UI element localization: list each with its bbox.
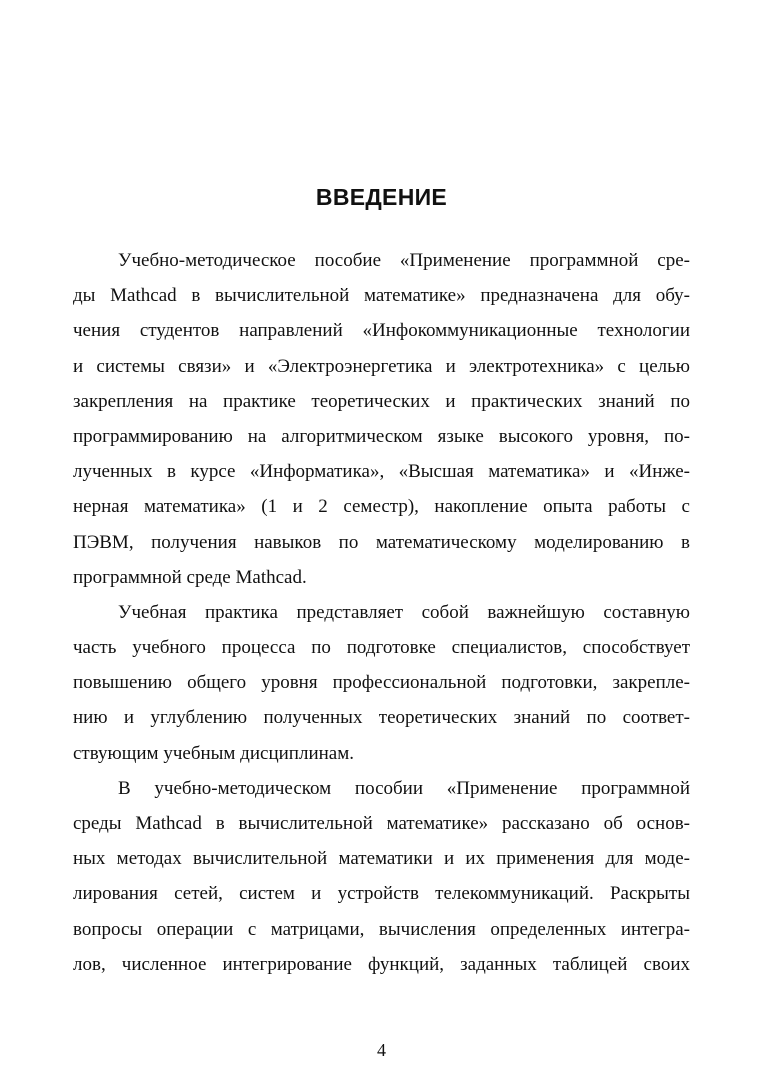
text-line: ПЭВМ, получения навыков по математическому моделированию в (73, 531, 690, 553)
text-line: часть учебного процесса по подготовке специалистов, способствует (73, 637, 690, 659)
text-line: нию и углублению полученных теоретических знаний по соответ- (73, 707, 690, 729)
text-line: нерная математика» (1 и 2 семестр), накопление опыта работы с (73, 496, 690, 518)
text-line: лученных в курсе «Информатика», «Высшая математика» и «Инже- (73, 461, 690, 483)
paragraph (73, 771, 690, 982)
text-line: вопросы операции с матрицами, вычисления определенных интегра- (73, 918, 690, 940)
text-line: программированию на алгоритмическом языке высокого уровня, по- (73, 425, 690, 447)
page-number: 4 (377, 1040, 386, 1060)
text-line: Учебно-методическое пособие «Применение программной сре- (118, 250, 690, 271)
text-line: и системы связи» и «Электроэнергетика и электротехника» с целью (73, 355, 690, 377)
text-line: лирования сетей, систем и устройств телекоммуникаций. Раскрыты (73, 883, 690, 905)
text-line: повышению общего уровня профессиональной подготовки, закрепле- (73, 672, 690, 694)
text-line: чения студентов направлений «Инфокоммуникационные технологии (73, 320, 690, 342)
text-line: закрепления на практике теоретических и практических знаний по (73, 390, 690, 412)
text-line: среды Mathcad в вычислительной математике» рассказано об основ- (73, 813, 690, 834)
page-title: ВВЕДЕНИЕ (315, 184, 448, 210)
body-text (73, 243, 690, 982)
paragraph (73, 243, 690, 595)
text-line: программной среде Mathcad. (73, 566, 307, 588)
text-line: ды Mathcad в вычислительной математике» предназначена для обу- (73, 285, 690, 307)
text-line: ствующим учебным дисциплинам. (73, 742, 354, 764)
text-line: В учебно-методическом пособии «Применение программной (118, 777, 690, 799)
text-line: лов, численное интегрирование функций, заданных таблицей своих (73, 953, 690, 975)
text-line: ных методах вычислительной математики и их применения для моде- (73, 848, 690, 870)
text-line: Учебная практика представляет собой важнейшую составную (118, 601, 690, 623)
paragraph (73, 595, 690, 771)
